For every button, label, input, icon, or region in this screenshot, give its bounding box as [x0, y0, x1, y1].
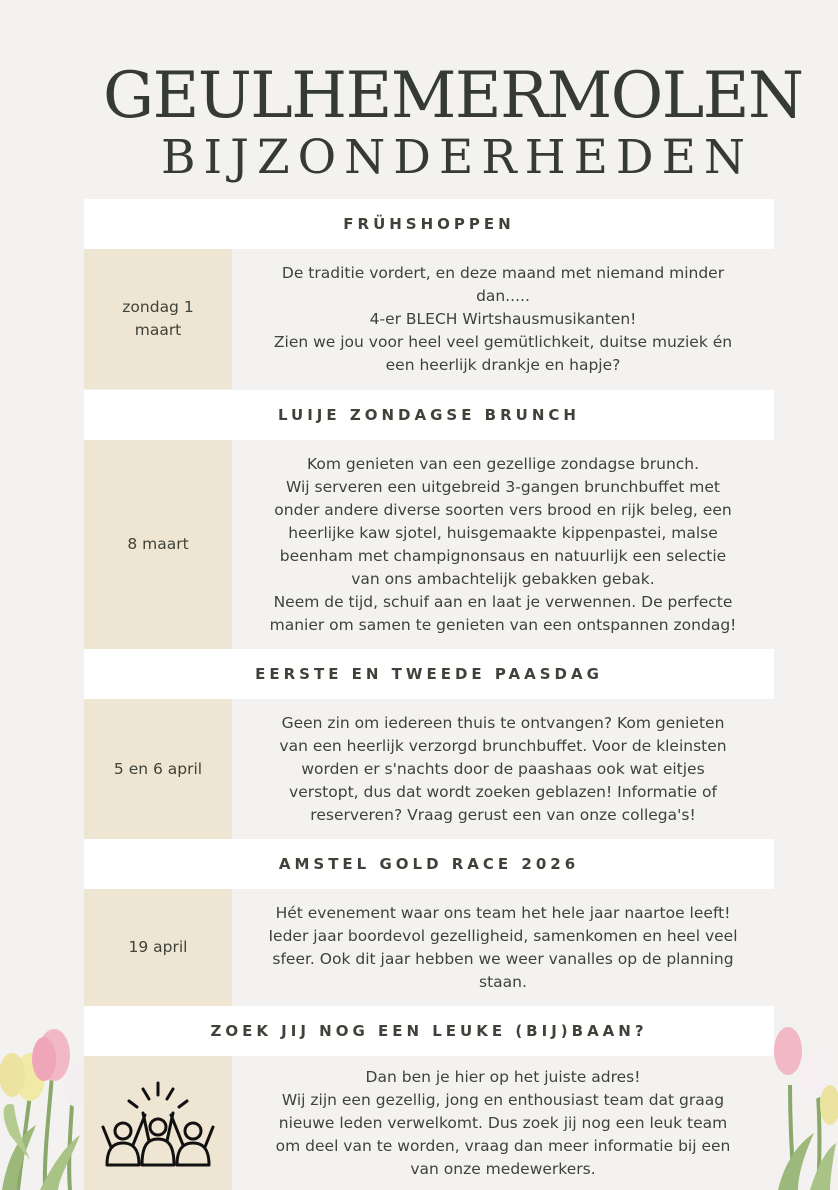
- event-description: [232, 889, 774, 1006]
- section-heading-fruhshoppen: FRÜHSHOPPEN: [84, 199, 774, 249]
- description-line: dan.....: [476, 286, 530, 305]
- description-line: staan.: [479, 972, 527, 991]
- event-date: 8 maart: [84, 440, 232, 649]
- event-date: 19 april: [84, 889, 232, 1006]
- tulips-left-illustration: [0, 1015, 84, 1190]
- event-description: [232, 440, 774, 649]
- description-line: 4-er BLECH Wirtshausmusikanten!: [369, 309, 637, 328]
- description-line: Geen zin om iedereen thuis te ontvangen? Kom genieten: [281, 713, 725, 732]
- description-line: om deel van te worden, vraag dan meer informatie bij een: [275, 1136, 731, 1155]
- description-line: nieuwe leden verwelkomt. Dus zoek jij nog een leuk team: [278, 1113, 728, 1132]
- event-date: [84, 1056, 232, 1190]
- description-line: van onze medewerkers.: [410, 1159, 596, 1178]
- description-line: worden er s'nachts door de paashaas ook wat eitjes: [301, 759, 705, 778]
- description-line: verstopt, dus dat wordt zoeken geblazen! Informatie of: [289, 782, 717, 801]
- description-line: sfeer. Ook dit jaar hebben we weer vanalles op de planning: [272, 949, 734, 968]
- event-description: [232, 249, 774, 389]
- page-subtitle: BIJZONDERHEDEN: [161, 130, 754, 185]
- description-line: een heerlijk drankje en hapje?: [385, 355, 621, 374]
- description-line: Wij serveren een uitgebreid 3-gangen brunchbuffet met: [286, 477, 720, 496]
- team-cheering-icon: [99, 1075, 217, 1171]
- description-line: heerlijke kaw sjotel, huisgemaakte kippenpastei, malse: [288, 523, 718, 542]
- description-line: onder andere diverse soorten vers brood en rijk beleg, een: [274, 500, 732, 519]
- description-line: Zien we jou voor heel veel gemütlichkeit, duitse muziek én: [273, 332, 733, 351]
- description-line: De traditie vordert, en deze maand met niemand minder: [281, 263, 725, 282]
- description-line: reserveren? Vraag gerust een van onze collega's!: [310, 805, 696, 824]
- description-line: Hét evenement waar ons team het hele jaar naartoe leeft!: [275, 903, 731, 922]
- event-date: 5 en 6 april: [84, 699, 232, 839]
- description-line: Wij zijn een gezellig, jong en enthousiast team dat graag: [281, 1090, 725, 1109]
- description-line: manier om samen te genieten van een ontspannen zondag!: [269, 615, 737, 634]
- description-line: Kom genieten van een gezellige zondagse brunch.: [306, 454, 700, 473]
- event-description: [232, 699, 774, 839]
- description-line: Neem de tijd, schuif aan en laat je verwennen. De perfecte: [273, 592, 733, 611]
- section-heading-amstel-gold-race: AMSTEL GOLD RACE 2026: [84, 839, 774, 889]
- description-line: van een heerlijk verzorgd brunchbuffet. Voor de kleinsten: [279, 736, 727, 755]
- section-heading-paasdag: EERSTE EN TWEEDE PAASDAG: [84, 649, 774, 699]
- page-title: GEULHEMERMOLEN: [103, 59, 803, 133]
- section-heading-bijbaan: ZOEK JIJ NOG EEN LEUKE (BIJ)BAAN?: [84, 1006, 774, 1056]
- description-line: van ons ambachtelijk gebakken gebak.: [351, 569, 655, 588]
- section-heading-brunch: LUIJE ZONDAGSE BRUNCH: [84, 390, 774, 440]
- description-line: Ieder jaar boordevol gezelligheid, samenkomen en heel veel: [268, 926, 738, 945]
- tulips-right-illustration: [774, 1015, 838, 1190]
- event-date: zondag 1 maart: [84, 249, 232, 389]
- description-line: Dan ben je hier op het juiste adres!: [365, 1067, 641, 1086]
- event-description: [232, 1056, 774, 1190]
- description-line: beenham met champignonsaus en natuurlijk een selectie: [279, 546, 727, 565]
